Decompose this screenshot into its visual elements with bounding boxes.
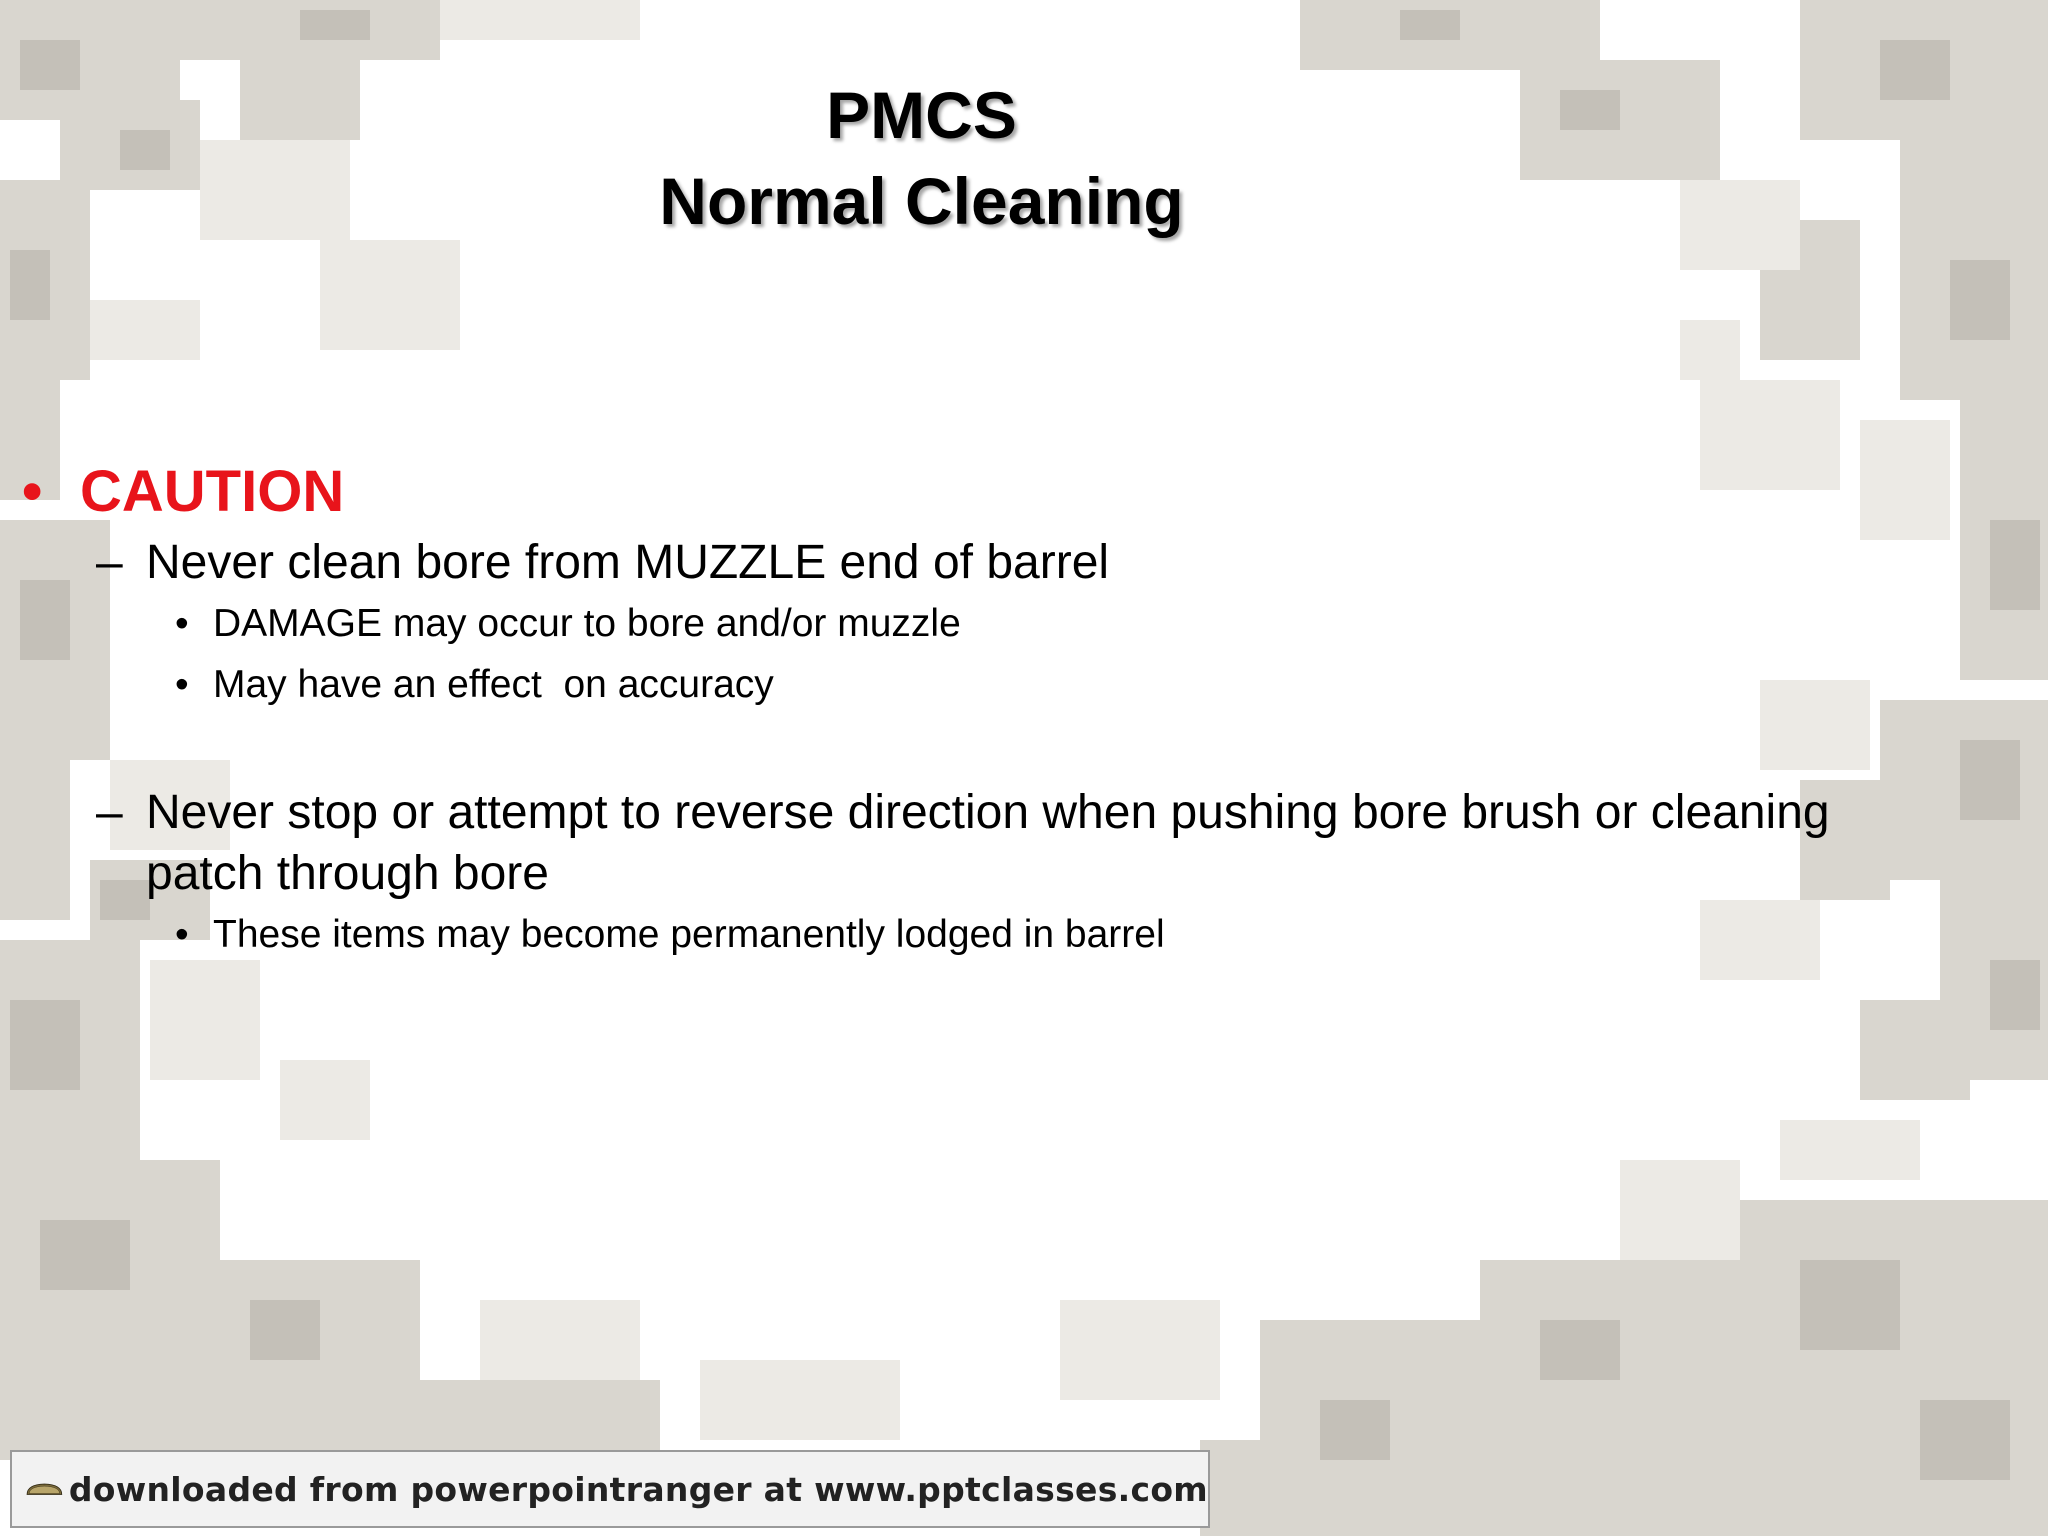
- bullet-dot: •: [22, 459, 43, 524]
- dot-marker: •: [175, 663, 189, 706]
- detail-bullet-damage: [0, 593, 1990, 654]
- dash-marker: –: [96, 786, 123, 839]
- detail-text: DAMAGE may occur to bore and/or muzzle: [213, 602, 961, 645]
- caution-label: CAUTION: [80, 459, 345, 524]
- bullet-content: [0, 452, 1990, 965]
- slide-title: [0, 72, 1843, 244]
- sub-bullet-text-line1: Never stop or attempt to reverse direction when pushing bore brush or cleaning: [146, 786, 1830, 839]
- powerpoint-ranger-tab-logo: [26, 1464, 63, 1514]
- sub-bullet-muzzle: [0, 532, 1990, 593]
- dash-marker: –: [96, 536, 123, 589]
- banner-text: downloaded from powerpointranger at www.pptclasses.com: [68, 1469, 1208, 1509]
- download-banner: [10, 1450, 1210, 1528]
- dot-marker: •: [175, 602, 189, 645]
- detail-text: May have an effect on accuracy: [213, 663, 774, 706]
- title-line-normal-cleaning: Normal Cleaning: [659, 164, 1184, 238]
- sub-bullet-text-line2: patch through bore: [146, 847, 549, 900]
- sub-bullet-reverse-direction: [0, 782, 1990, 904]
- detail-text: These items may become permanently lodged in barrel: [213, 913, 1165, 956]
- detail-bullet-accuracy: [0, 654, 1990, 715]
- title-line-pmcs: PMCS: [826, 78, 1017, 152]
- detail-bullet-lodged: [0, 904, 1990, 965]
- sub-bullet-text: Never clean bore from MUZZLE end of barrel: [146, 536, 1110, 589]
- caution-bullet: [0, 452, 1990, 532]
- dot-marker: •: [175, 913, 189, 956]
